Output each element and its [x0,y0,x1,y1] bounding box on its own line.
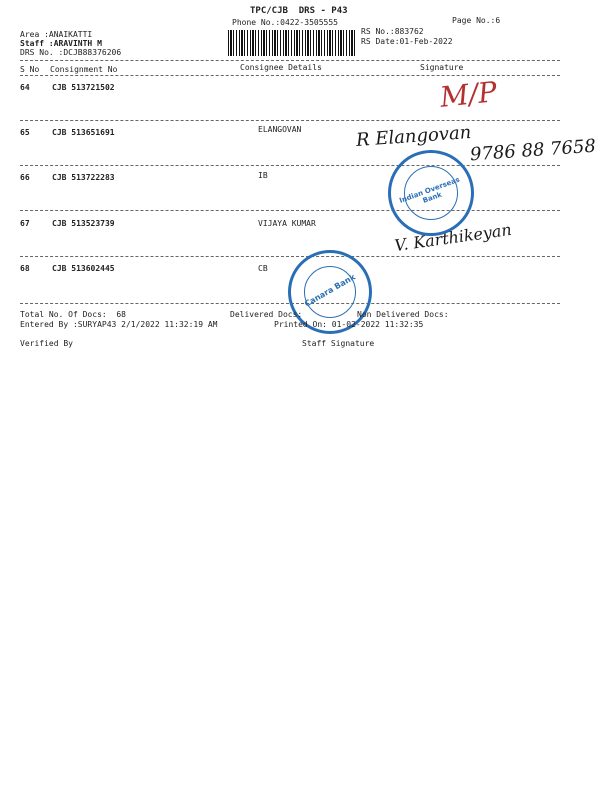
row-sno: 67 [20,219,30,228]
staff-label: Staff :ARAVINTH M [20,39,102,48]
row-sno: 65 [20,128,30,137]
row-sno: 64 [20,83,30,92]
row-sno: 66 [20,173,30,182]
column-signature: Signature [420,63,464,72]
stamp-bank-name: Canara Bank [303,272,357,309]
barcode-image [228,30,356,56]
entered-by: Entered By :SURYAP43 2/1/2022 11:32:19 AM [20,320,218,329]
row-consignment-no: CJB 513651691 [52,128,115,137]
non-delivered-docs: Non Delivered Docs: [357,310,449,319]
column-consignee: Consignee Details [240,63,322,72]
header-divider [20,60,560,61]
row-sno: 68 [20,264,30,273]
stamp-bank-name: Indian Overseas Bank [398,175,461,205]
row-consignee: ELANGOVAN [258,125,302,134]
row-consignee: VIJAYA KUMAR [258,219,316,228]
total-docs: Total No. Of Docs: 68 [20,310,126,319]
row-divider [20,210,560,211]
row-divider [20,120,560,121]
handwritten-mp: M/P [438,75,499,114]
area-label: Area :ANAIKATTI [20,30,93,39]
row-divider [20,256,560,257]
page-number: Page No.:6 [452,16,501,25]
verified-by: Verified By [20,339,73,348]
printed-on: Printed On: 01-02-2022 11:32:35 [274,320,424,329]
drs-number: DRS No. :DCJB88376206 [20,48,122,57]
signature-vijaya-kumar: V. Karthikeyan [393,219,513,256]
row-divider [20,165,560,166]
row-consignee: IB [258,171,268,180]
row-consignment-no: CJB 513523739 [52,219,115,228]
rs-number: RS No.:883762 [361,27,424,36]
row-consignee: CB [258,264,268,273]
column-sno: S No [20,65,40,74]
row-consignment-no: CJB 513602445 [52,264,115,273]
column-consignment: Consignment No [50,65,118,74]
staff-signature: Staff Signature [302,339,375,348]
row-consignment-no: CJB 513721502 [52,83,115,92]
phone-number: Phone No.:0422-3505555 [232,18,338,27]
rs-date: RS Date:01-Feb-2022 [361,37,453,46]
row-consignment-no: CJB 513722283 [52,173,115,182]
signature-elangovan: R Elangovan [355,122,472,151]
delivered-docs: Delivered Docs: [230,310,303,319]
handwritten-phone: 9786 88 7658 [469,135,597,166]
document-title: TPC/CJB DRS - P43 [250,6,348,16]
